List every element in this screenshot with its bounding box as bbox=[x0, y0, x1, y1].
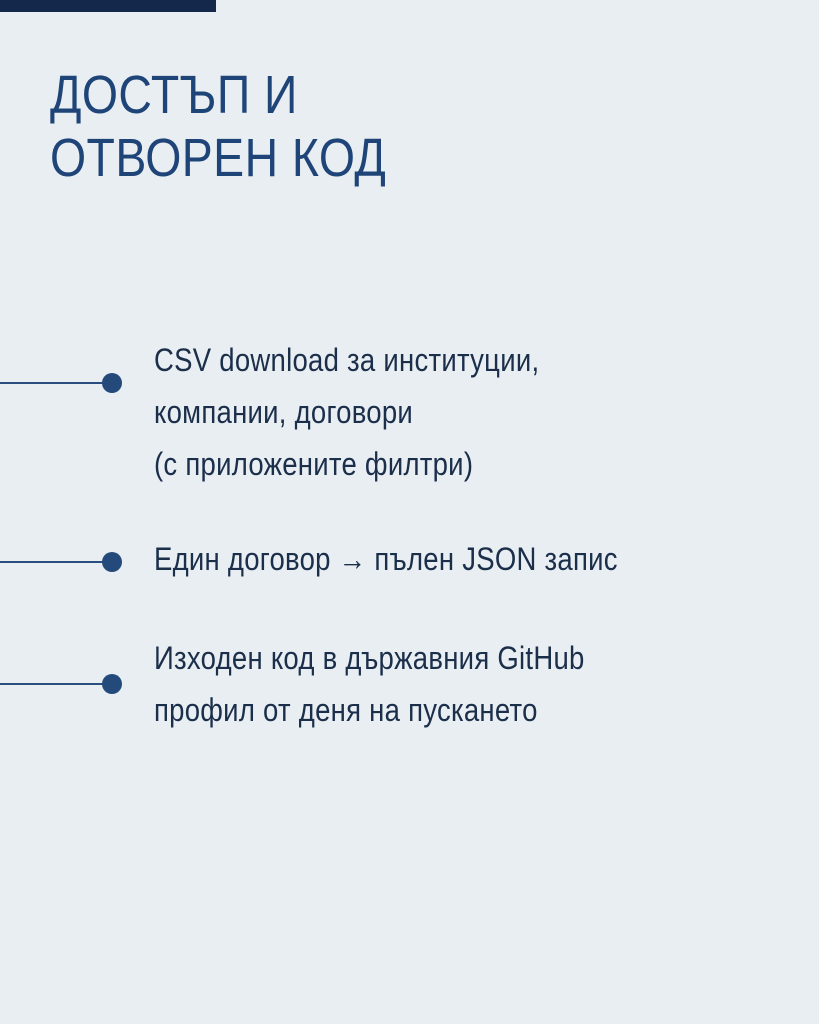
list-item-text bbox=[154, 533, 618, 585]
title-line-1: ДОСТЪП И bbox=[50, 65, 298, 125]
connector-line bbox=[0, 382, 108, 384]
list-item-line: Изходен код в държавния GitHub bbox=[154, 640, 585, 676]
list-item-text bbox=[154, 334, 539, 490]
list-item-line: CSV download за институции, bbox=[154, 342, 540, 378]
page-title bbox=[50, 64, 386, 190]
connector-line bbox=[0, 683, 108, 685]
title-line-2: ОТВОРЕН КОД bbox=[50, 128, 387, 188]
bullet-dot-icon bbox=[102, 552, 122, 572]
list-item-line: Един договор → пълен JSON запис bbox=[154, 541, 618, 577]
list-item-line: компании, договори bbox=[154, 394, 414, 430]
top-accent-bar bbox=[0, 0, 216, 12]
list-item-line: (с приложените филтри) bbox=[154, 446, 474, 482]
bullet-dot-icon bbox=[102, 674, 122, 694]
bullet-dot-icon bbox=[102, 373, 122, 393]
list-item-text bbox=[154, 632, 585, 736]
connector-line bbox=[0, 561, 108, 563]
list-item-line: профил от деня на пускането bbox=[154, 692, 538, 728]
